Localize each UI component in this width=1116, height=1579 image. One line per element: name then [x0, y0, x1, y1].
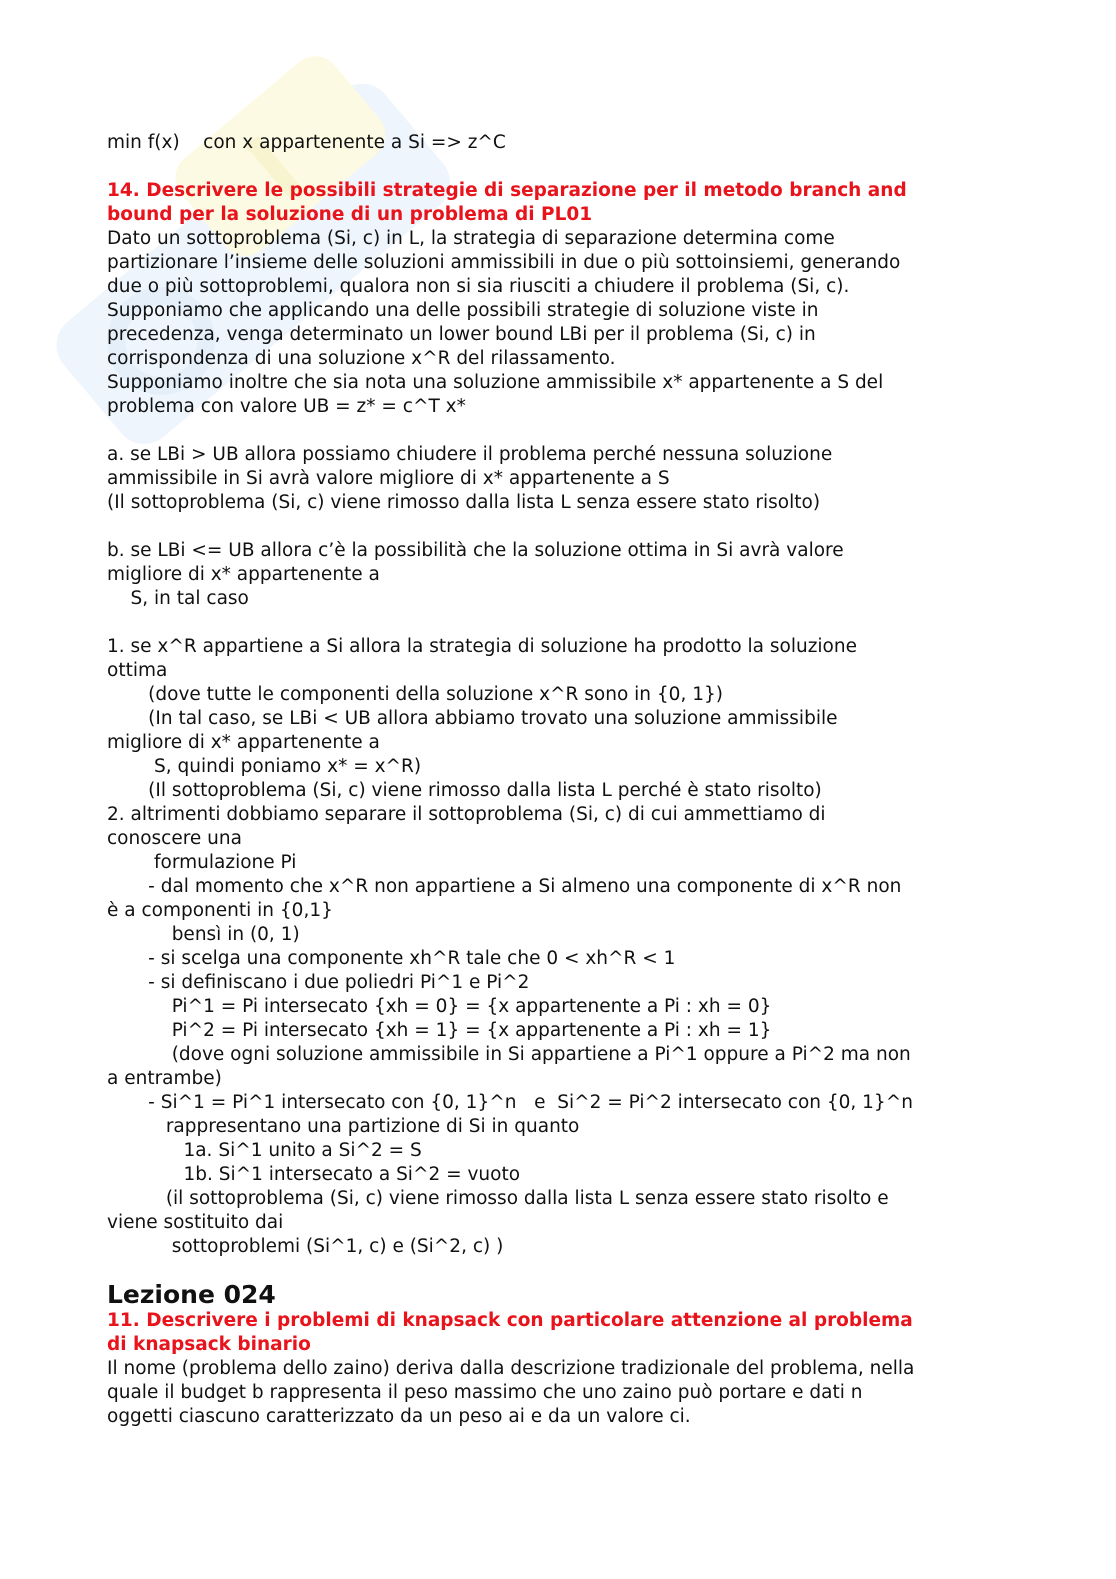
- text-line: partizionare l’insieme delle soluzioni ammissibili in due o più sottoinsiemi, generando: [107, 252, 901, 273]
- text-line: (Il sottoproblema (Si, c) viene rimosso dalla lista L perché è stato risolto): [107, 780, 822, 801]
- text-line: - Si^1 = Pi^1 intersecato con {0, 1}^n e Si^2 = Pi^2 intersecato con {0, 1}^n: [107, 1092, 913, 1113]
- text-line: precedenza, venga determinato un lower bound LBi per il problema (Si, c) in: [107, 324, 816, 345]
- text-line: viene sostituito dai: [107, 1212, 284, 1233]
- text-line: due o più sottoproblemi, qualora non si sia riusciti a chiudere il problema (Si, c).: [107, 276, 850, 297]
- text-line: (dove ogni soluzione ammissibile in Si appartiene a Pi^1 oppure a Pi^2 ma non: [107, 1044, 911, 1065]
- text-line: 1. se x^R appartiene a Si allora la strategia di soluzione ha prodotto la soluzione: [107, 636, 857, 657]
- question-heading: bound per la soluzione di un problema di PL01: [107, 204, 593, 225]
- text-line: (In tal caso, se LBi < UB allora abbiamo trovato una soluzione ammissibile: [107, 708, 838, 729]
- text-line: sottoproblemi (Si^1, c) e (Si^2, c) ): [107, 1236, 504, 1257]
- question-heading: di knapsack binario: [107, 1334, 311, 1355]
- text-line: bensì in (0, 1): [107, 924, 300, 945]
- text-line: rappresentano una partizione di Si in quanto: [107, 1116, 580, 1137]
- text-line: corrispondenza di una soluzione x^R del rilassamento.: [107, 348, 616, 369]
- text-line: migliore di x* appartenente a: [107, 732, 380, 753]
- text-line: (il sottoproblema (Si, c) viene rimosso dalla lista L senza essere stato risolto e: [107, 1188, 889, 1209]
- text-line: ottima: [107, 660, 168, 681]
- text-line: migliore di x* appartenente a: [107, 564, 380, 585]
- text-line: a entrambe): [107, 1068, 222, 1089]
- text-line: S, quindi poniamo x* = x^R): [107, 756, 422, 777]
- text-line: problema con valore UB = z* = c^T x*: [107, 396, 466, 417]
- text-line: è a componenti in {0,1}: [107, 900, 333, 921]
- text-line: 1a. Si^1 unito a Si^2 = S: [107, 1140, 422, 1161]
- text-line: (Il sottoproblema (Si, c) viene rimosso dalla lista L senza essere stato risolto): [107, 492, 821, 513]
- text-line: Supponiamo inoltre che sia nota una soluzione ammissibile x* appartenente a S del: [107, 372, 884, 393]
- text-line: [107, 155, 1097, 179]
- question-heading: 14. Descrivere le possibili strategie di separazione per il metodo branch and: [107, 180, 907, 201]
- text-line: - si definiscano i due poliedri Pi^1 e Pi^2: [107, 972, 530, 993]
- text-line: formulazione Pi: [107, 852, 297, 873]
- text-line: oggetti ciascuno caratterizzato da un peso ai e da un valore ci.: [107, 1406, 691, 1427]
- text-line: Supponiamo che applicando una delle possibili strategie di soluzione viste in: [107, 300, 819, 321]
- text-line: - dal momento che x^R non appartiene a Si almeno una componente di x^R non: [107, 876, 902, 897]
- text-line: conoscere una: [107, 828, 242, 849]
- text-line: ammissibile in Si avrà valore migliore di x* appartenente a S: [107, 468, 670, 489]
- text-line: 1b. Si^1 intersecato a Si^2 = vuoto: [107, 1164, 521, 1185]
- text-line: - si scelga una componente xh^R tale che 0 < xh^R < 1: [107, 948, 676, 969]
- document-body: [107, 131, 1097, 1429]
- text-line: S, in tal caso: [107, 588, 249, 609]
- question-heading: 11. Descrivere i problemi di knapsack con particolare attenzione al problema: [107, 1310, 913, 1331]
- text-line: b. se LBi <= UB allora c’è la possibilità che la soluzione ottima in Si avrà valore: [107, 540, 844, 561]
- text-line: [107, 515, 1097, 539]
- text-line: Pi^1 = Pi intersecato {xh = 0} = {x appartenente a Pi : xh = 0}: [107, 996, 772, 1017]
- text-line: [107, 611, 1097, 635]
- text-line: a. se LBi > UB allora possiamo chiudere il problema perché nessuna soluzione: [107, 444, 833, 465]
- text-line: min f(x) con x appartenente a Si => z^C: [107, 132, 506, 153]
- lesson-title: Lezione 024: [107, 1280, 276, 1309]
- text-line: (dove tutte le componenti della soluzione x^R sono in {0, 1}): [107, 684, 723, 705]
- text-line: Pi^2 = Pi intersecato {xh = 1} = {x appartenente a Pi : xh = 1}: [107, 1020, 772, 1041]
- text-line: Il nome (problema dello zaino) deriva dalla descrizione tradizionale del problema, nella: [107, 1358, 915, 1379]
- text-line: Dato un sottoproblema (Si, c) in L, la strategia di separazione determina come: [107, 228, 835, 249]
- text-line: 2. altrimenti dobbiamo separare il sottoproblema (Si, c) di cui ammettiamo di: [107, 804, 826, 825]
- text-line: quale il budget b rappresenta il peso massimo che uno zaino può portare e dati n: [107, 1382, 863, 1403]
- text-line: [107, 419, 1097, 443]
